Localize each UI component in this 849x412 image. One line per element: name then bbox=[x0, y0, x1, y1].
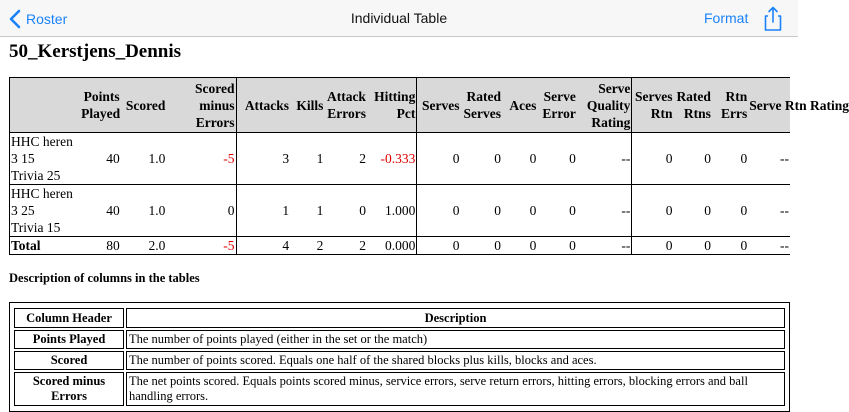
row-name-line: Trivia 25 bbox=[11, 168, 61, 183]
cell-attack-errors: 2 bbox=[324, 133, 367, 185]
total-serve-rtn-rating: -- bbox=[748, 237, 790, 255]
total-rtn-errs: 0 bbox=[712, 237, 748, 255]
description-term: Scored minus Errors bbox=[14, 372, 124, 406]
cell-serve-error: 0 bbox=[537, 133, 576, 185]
header-kills: Kills bbox=[290, 78, 324, 133]
description-row bbox=[14, 351, 785, 370]
header-rtn-errs: Rtn Errs bbox=[712, 78, 748, 133]
description-header-row bbox=[14, 308, 785, 328]
description-text: The number of points scored. Equals one half of the shared blocks plus kills, blocks and aces. bbox=[126, 351, 785, 370]
total-rated-rtns: 0 bbox=[673, 237, 711, 255]
description-term: Scored bbox=[14, 351, 124, 370]
header-rated-rtns: Rated Rtns bbox=[673, 78, 711, 133]
cell-scored: 1.0 bbox=[121, 185, 167, 237]
cell-aces: 0 bbox=[502, 185, 537, 237]
description-col-description: Description bbox=[126, 308, 785, 328]
cell-serves: 0 bbox=[417, 185, 461, 237]
cell-aces: 0 bbox=[502, 133, 537, 185]
cell-points-played: 40 bbox=[80, 185, 121, 237]
header-points-played: Points Played bbox=[80, 78, 121, 133]
header-serve-rtn-rating: Serve Rtn Rating bbox=[748, 78, 790, 133]
cell-serve-quality-rating: -- bbox=[577, 133, 632, 185]
cell-serves: 0 bbox=[417, 133, 461, 185]
total-serves: 0 bbox=[417, 237, 461, 255]
cell-hitting-pct: -0.333 bbox=[367, 133, 417, 185]
total-label: Total bbox=[10, 237, 81, 255]
header-attacks: Attacks bbox=[236, 78, 290, 133]
cell-rated-serves: 0 bbox=[460, 133, 502, 185]
cell-serve-rtn-rating: -- bbox=[748, 133, 790, 185]
cell-serve-rtn-rating: -- bbox=[748, 185, 790, 237]
total-serve-error: 0 bbox=[537, 237, 576, 255]
header-serves: Serves bbox=[417, 78, 461, 133]
player-name: 50_Kerstjens_Dennis bbox=[9, 41, 182, 62]
description-text: The number of points played (either in the set or the match) bbox=[126, 330, 785, 349]
description-table bbox=[12, 306, 787, 408]
total-kills: 2 bbox=[290, 237, 324, 255]
table-row bbox=[10, 185, 791, 237]
header-scored-minus-errors: Scored minus Errors bbox=[166, 78, 236, 133]
cell-serve-quality-rating: -- bbox=[577, 185, 632, 237]
description-row bbox=[14, 372, 785, 406]
table-row bbox=[10, 133, 791, 185]
back-button-label: Roster bbox=[26, 11, 68, 27]
total-serve-quality-rating: -- bbox=[577, 237, 632, 255]
total-rated-serves: 0 bbox=[460, 237, 502, 255]
row-name-line: Trivia 15 bbox=[11, 220, 61, 235]
total-aces: 0 bbox=[502, 237, 537, 255]
header-serve-error: Serve Error bbox=[537, 78, 576, 133]
description-row bbox=[14, 330, 785, 349]
total-attacks: 4 bbox=[236, 237, 290, 255]
description-col-header: Column Header bbox=[14, 308, 124, 328]
format-button[interactable]: Format bbox=[704, 10, 749, 26]
row-name bbox=[10, 185, 81, 237]
header-aces: Aces bbox=[502, 78, 537, 133]
cell-scored-minus-errors: -5 bbox=[166, 133, 236, 185]
header-serves-rtn: Serves Rtn bbox=[632, 78, 674, 133]
row-name bbox=[10, 133, 81, 185]
description-heading: Description of columns in the tables bbox=[9, 271, 200, 285]
cell-serve-error: 0 bbox=[537, 185, 576, 237]
cell-kills: 1 bbox=[290, 185, 324, 237]
total-hitting-pct: 0.000 bbox=[367, 237, 417, 255]
row-name-line: HHC heren bbox=[11, 186, 73, 201]
row-name-line: HHC heren bbox=[11, 134, 73, 149]
header-rated-serves: Rated Serves bbox=[460, 78, 502, 133]
cell-attack-errors: 0 bbox=[324, 185, 367, 237]
cell-attacks: 1 bbox=[236, 185, 290, 237]
header-attack-errors: Attack Errors bbox=[324, 78, 367, 133]
page-title: Individual Table bbox=[350, 10, 448, 26]
row-name-line: 3 15 bbox=[11, 151, 35, 166]
cell-rtn-errs: 0 bbox=[712, 185, 748, 237]
total-points-played: 80 bbox=[80, 237, 121, 255]
cell-points-played: 40 bbox=[80, 133, 121, 185]
cell-kills: 1 bbox=[290, 133, 324, 185]
cell-attacks: 3 bbox=[236, 133, 290, 185]
header-name bbox=[10, 78, 81, 133]
cell-hitting-pct: 1.000 bbox=[367, 185, 417, 237]
header-hitting-pct: Hitting Pct bbox=[367, 78, 417, 133]
stats-header-row bbox=[10, 78, 791, 133]
description-table-frame bbox=[9, 302, 790, 412]
cell-rtn-errs: 0 bbox=[712, 133, 748, 185]
cell-serves-rtn: 0 bbox=[632, 185, 674, 237]
cell-rated-rtns: 0 bbox=[673, 133, 711, 185]
navigation-bar bbox=[0, 0, 798, 37]
header-scored: Scored bbox=[121, 78, 167, 133]
total-row bbox=[10, 237, 791, 255]
total-scored-minus-errors: -5 bbox=[166, 237, 236, 255]
cell-rated-rtns: 0 bbox=[673, 185, 711, 237]
cell-serves-rtn: 0 bbox=[632, 133, 674, 185]
total-serves-rtn: 0 bbox=[632, 237, 674, 255]
cell-scored: 1.0 bbox=[121, 133, 167, 185]
total-attack-errors: 2 bbox=[324, 237, 367, 255]
row-name-line: 3 25 bbox=[11, 203, 35, 218]
description-term: Points Played bbox=[14, 330, 124, 349]
stats-table bbox=[9, 77, 849, 255]
cell-scored-minus-errors: 0 bbox=[166, 185, 236, 237]
header-serve-quality-rating: Serve Quality Rating bbox=[577, 78, 632, 133]
total-scored: 2.0 bbox=[121, 237, 167, 255]
description-text: The net points scored. Equals points scored minus, service errors, serve return errors, hitting errors, blocking errors and ball handling errors. bbox=[126, 372, 785, 406]
cell-rated-serves: 0 bbox=[460, 185, 502, 237]
share-icon[interactable] bbox=[763, 6, 783, 32]
